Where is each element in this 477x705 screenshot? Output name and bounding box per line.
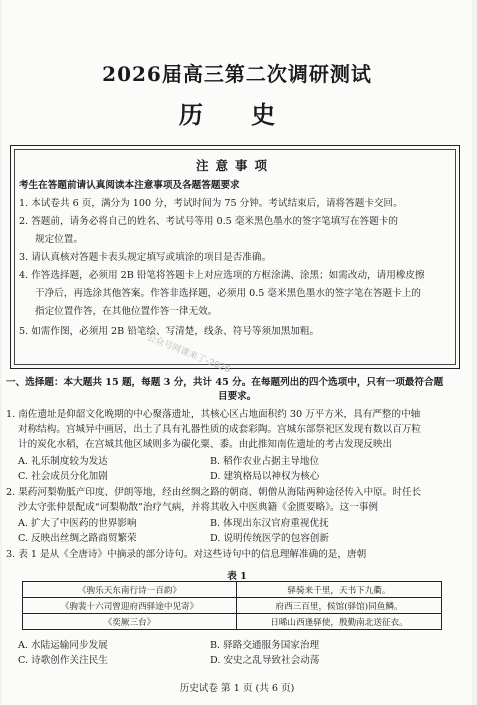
notice-line-2: 2. 答题前，请务必将自己的姓名、考试号等用 0.5 毫米黑色墨水的签字笔填写在答题卡的 [19,216,398,227]
notice-line-1: 1. 本试卷共 6 页，满分为 100 分，考试时间为 75 分钟。考试结束后，请将答题卡交回。 [19,198,403,209]
poem-source: 《奕厥三台》 [23,614,237,630]
notice-box [10,145,460,369]
notice-line-4-cont: 干净后，再选涂其他答案。作答非选择题，必须用 0.5 毫米黑色墨水的签字笔在答题卡上的 [35,288,421,299]
notice-line-3: 3. 请认真核对答题卡表头规定填写或填涂的项目是否准确。 [19,252,272,263]
notice-line-5: 5. 如需作图，必须用 2B 铅笔绘、写清楚，线条、符号等须加黑加粗。 [19,326,320,337]
table-row [23,582,442,598]
exam-title: 2026届高三第二次调研测试 [102,62,372,86]
notice-line-4: 4. 作答选择题，必须用 2B 铅笔将答题卡上对应选项的方框涂满、涂黑；如需改动，请用橡皮擦 [19,270,425,281]
q3-option-b[interactable]: B. 驿路交通服务国家治理 [210,640,320,651]
q2-option-b[interactable]: B. 体现出东汉官府重视优抚 [210,518,329,529]
table-row [23,598,442,614]
q1-stem-3: 计的炭化水稻，在宫城其他区域则多为碳化粟、黍。由此推知南佐遗址的考古发现反映出 [18,439,393,450]
q3-stem: 3. 表 1 是从《全唐诗》中摘录的部分诗句。对这些诗句中的信息理解准确的是，唐朝 [6,549,367,560]
notice-intro: 考生在答题前请认真阅读本注意事项及各题答题要求 [19,180,240,191]
q2-option-a[interactable]: A. 扩大了中医药的世界影响 [18,518,137,529]
notice-line-4-cont2: 指定位置作答，在其他位置作答一律无效。 [35,306,218,317]
poem-verse: 驿骑来千里，天书下九衢。 [237,582,442,598]
poem-source: 《驹乐天东南行诗一百韵》 [23,582,237,598]
section1-heading-cont: 目要求。 [218,391,257,402]
q1-option-b[interactable]: B. 稻作农业占据主导地位 [210,456,320,467]
section1-heading: 一、选择题：本大题共 15 题，每题 3 分，共计 45 分。在每题列出的四个选项中，只有一项最符合题 [6,377,444,388]
table-caption: 表 1 [227,571,247,582]
q1-stem-2: 对称结构。宫城异中画居，出土了具有礼器性质的成套彩陶。宫城东部祭祀区发现有数以百万粒 [18,424,421,435]
q3-option-c[interactable]: C. 诗歌创作关注民生 [18,655,108,666]
q1-option-c[interactable]: C. 社会成员分化加剧 [18,471,108,482]
watermark: 公众号网课来了-2026 [145,332,232,376]
q1-option-d[interactable]: D. 建筑格局以神权为核心 [210,471,320,482]
poem-table [22,581,442,630]
subject-title: 历 史 [178,100,296,129]
poem-verse: 日晞山西逢驿使，殷勤南北送征衣。 [237,614,442,630]
table-row [23,614,442,630]
exam-page [2,0,472,705]
q2-stem-1: 2. 果药河梨勒胝产印度、伊朗等地，经由丝绸之路的朝商、朝僧从海陆两种途径传入中原。时任长 [6,487,422,498]
notice-title: 注意事项 [195,158,274,173]
q1-stem-1: 1. 南佐遗址是仰韶文化晚期的中心聚落遗址，其核心区占地面积约 30 万平方米，具有严整的中轴 [6,409,421,420]
notice-line-2-cont: 规定位置。 [35,234,83,245]
q2-option-d[interactable]: D. 说明传统医学的包容创新 [210,533,329,544]
q3-option-a[interactable]: A. 水陆运输同步发展 [18,640,108,651]
poem-verse: 府西三百里，候馆(驿馆)同鱼鳞。 [237,598,442,614]
q3-option-d[interactable]: D. 安史之乱导致社会动荡 [210,655,320,666]
q2-option-c[interactable]: C. 反映出丝绸之路商贸繁荣 [18,533,137,544]
poem-source: 《驹裴十六司曾迎府西驿途中见寄》 [23,598,237,614]
page-footer: 历史试卷 第 1 页 (共 6 页) [179,683,295,694]
q1-option-a[interactable]: A. 礼乐制度较为发达 [18,456,108,467]
q2-stem-2: 沙太守张仲景配成“诃梨勒散”治疗气病，并将其收入中医典籍《金匮要略》。这一事例 [18,502,378,513]
